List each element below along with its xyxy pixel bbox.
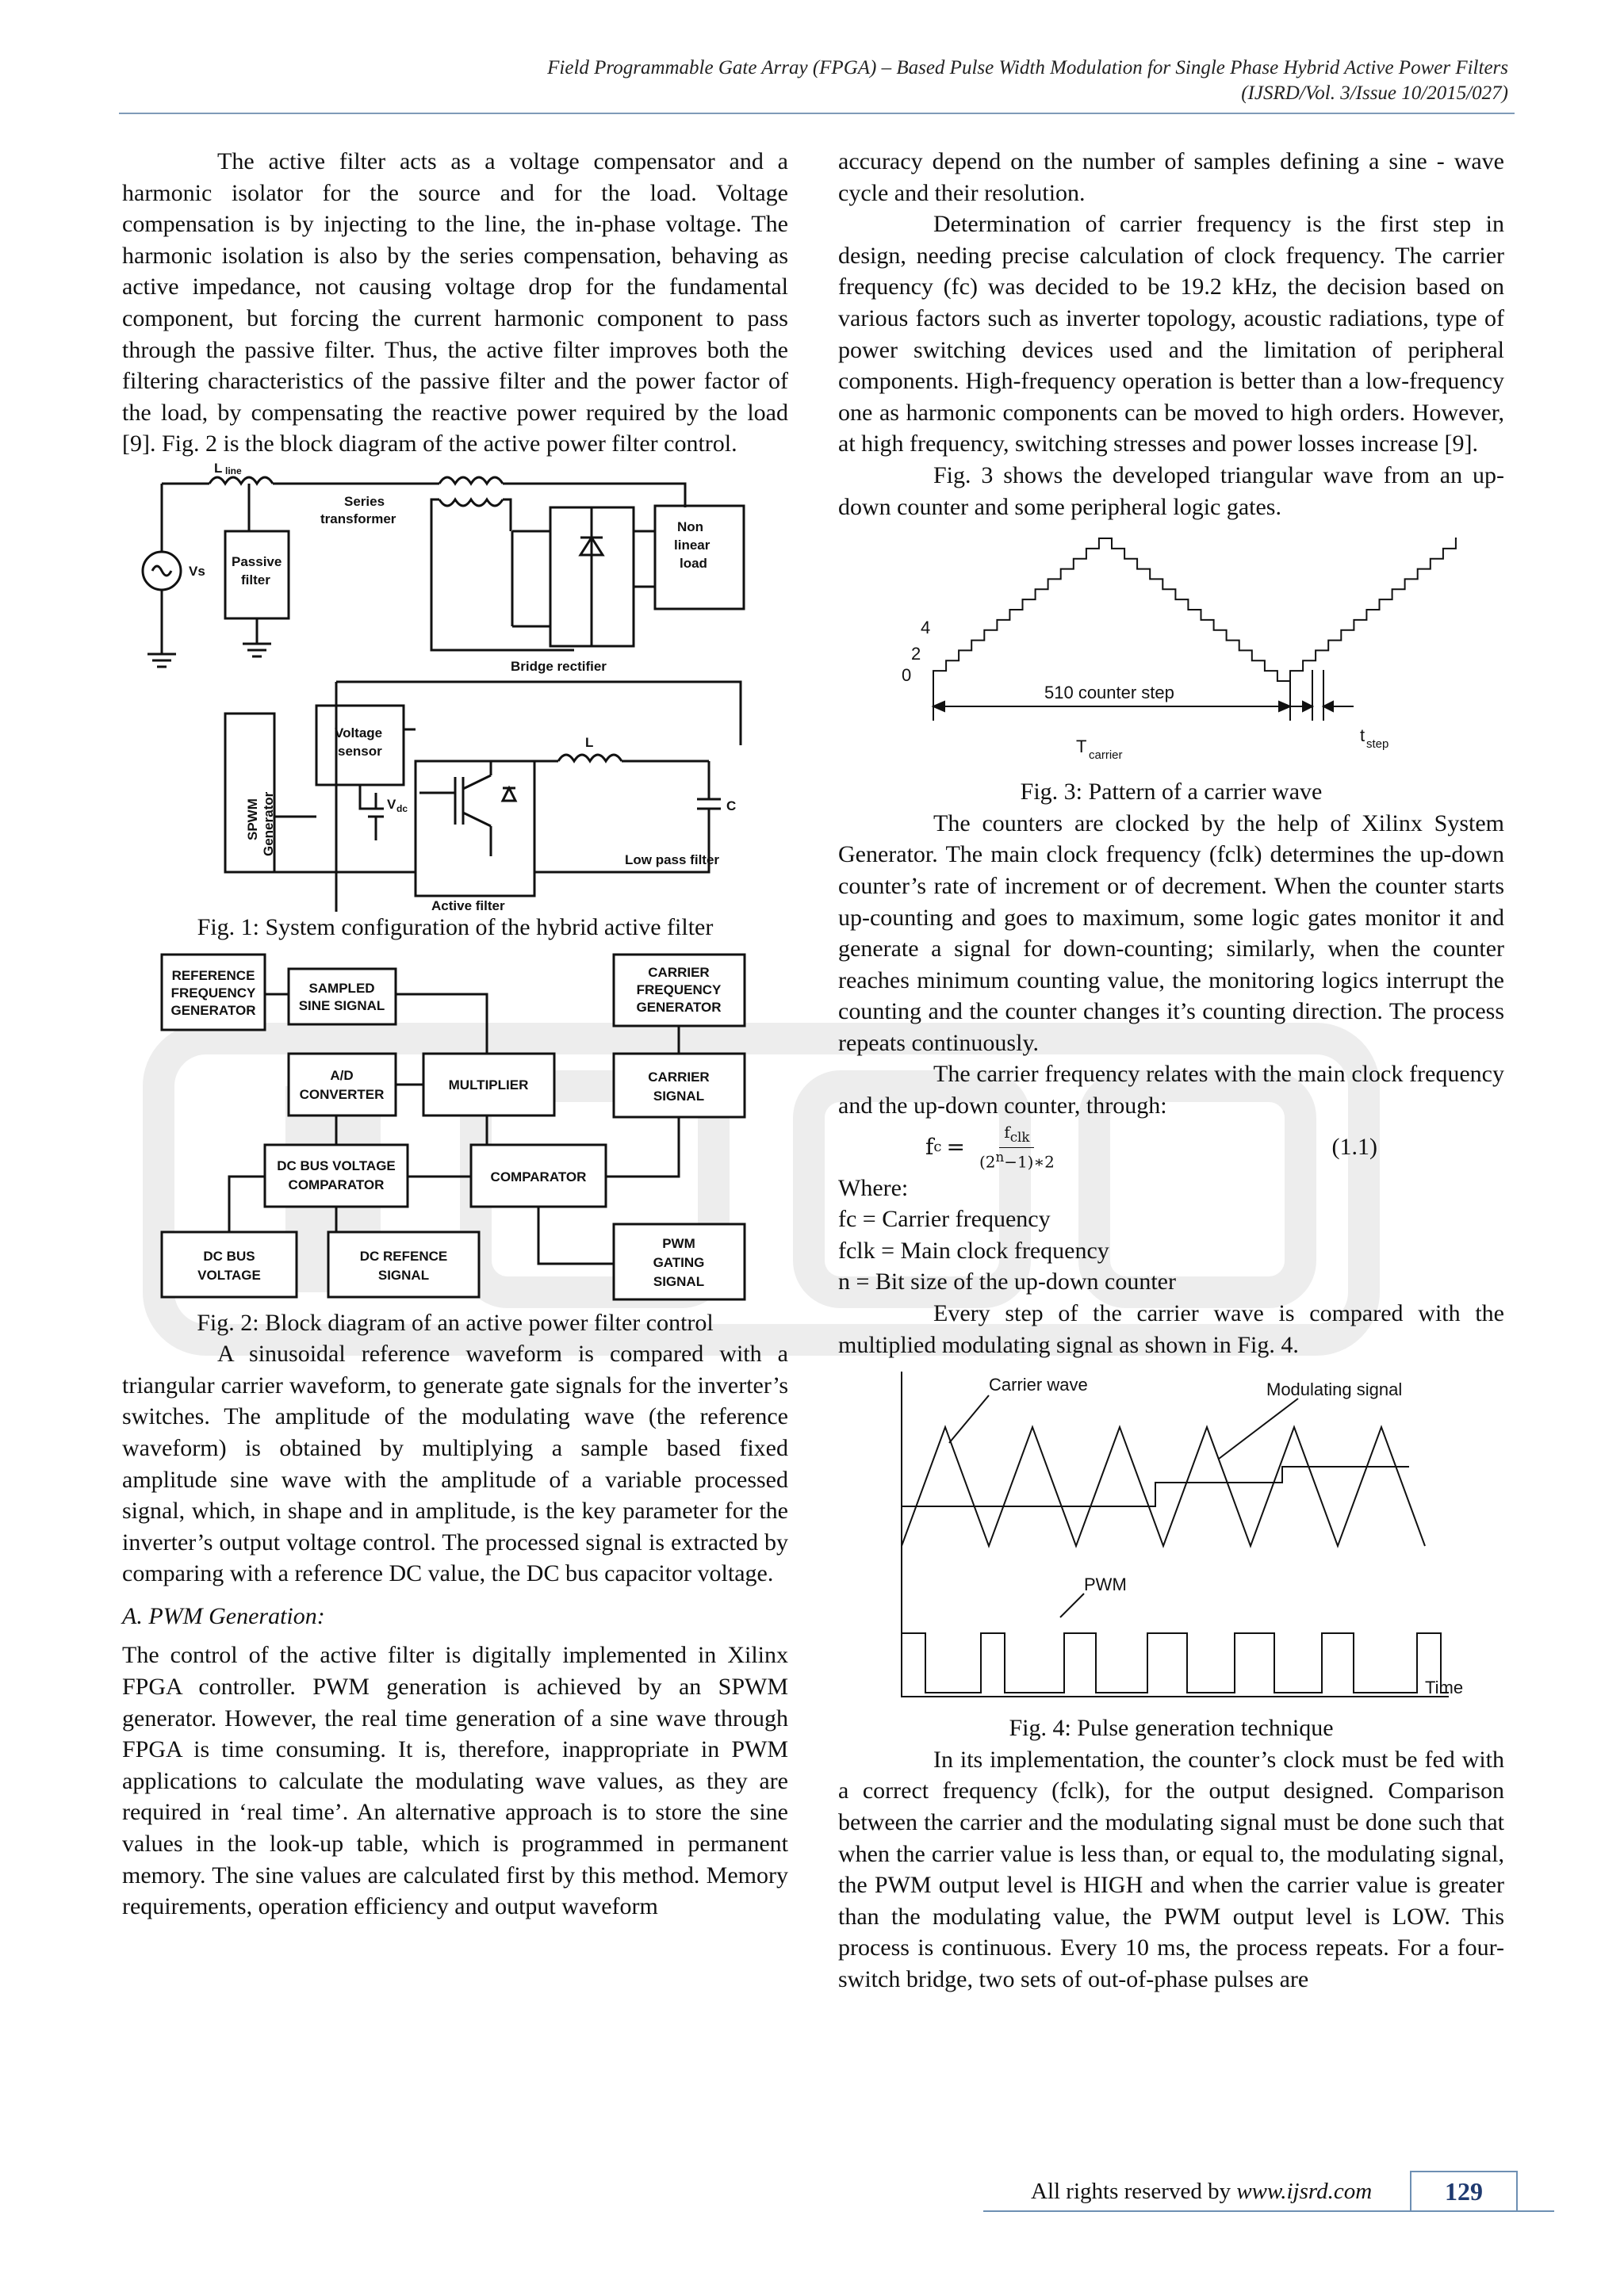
fig4-pwm-signal <box>902 1633 1449 1693</box>
fig2-dcref-1: DC REFENCE <box>359 1248 448 1264</box>
where-label: Where: <box>838 1174 909 1201</box>
fig1-label-inductor: L <box>585 734 594 750</box>
left-paragraph-1: The active filter acts as a voltage compensator and a harmonic isolator for the source and for the load. Voltage compensation is by injecting to the line, the in-phase voltage. The harmonic isolation is also by the series compensation, behaving as active impedance, not causing voltage drop for the fundamental component, but forcing the current harmonic component to pass through the passive filter. Thus, the active filter improves both the filtering characteristics of the passive filter and the power factor of the load, by compensating the reactive power required by the load [9]. Fig. 2 is the block diagram of the active power filter control. <box>122 148 788 457</box>
fig2-ad-2: CONVERTER <box>299 1086 385 1102</box>
fig2-ref-1: REFERENCE <box>171 967 255 983</box>
block-dc-reference-signal <box>328 1232 479 1297</box>
fig2-carrier-gen-3: GENERATOR <box>636 999 722 1015</box>
fig2-dcbus-comp-2: COMPARATOR <box>288 1177 385 1192</box>
fig3-staircase-wave <box>933 538 1457 681</box>
fig1-label-lline-sub: line <box>225 465 242 476</box>
block-dc-bus-voltage <box>162 1232 297 1297</box>
eq-lhs: f <box>925 1133 934 1160</box>
fig1-label-nonlinear-3: load <box>680 555 707 571</box>
fig1-label-vsensor-2: sensor <box>338 743 382 759</box>
fig1-label-spwm-2: Generator <box>261 791 276 856</box>
right-paragraph-3: Fig. 3 shows the developed triangular wave from an up-down counter and some peripheral logic gates. <box>838 461 1504 520</box>
header-title: Field Programmable Gate Array (FPGA) – Based Pulse Width Modulation for Single Phase Hybrid Active Power Filters <box>547 57 1508 78</box>
fig2-carrier-sig-1: CARRIER <box>648 1069 710 1085</box>
page-number: 129 <box>1410 2171 1518 2210</box>
fig1-label-vdc: V <box>387 796 396 812</box>
definition-n: n = Bit size of the up-down counter <box>838 1269 1176 1295</box>
footer-url-link[interactable]: www.ijsrd.com <box>1236 2179 1373 2204</box>
running-header <box>119 55 1508 106</box>
left-column <box>122 146 788 1923</box>
fig2-sampled-1: SAMPLED <box>308 980 375 996</box>
fig1-label-lline: L <box>214 460 223 476</box>
fig3-tcarrier: T <box>1076 737 1087 757</box>
fig1-label-series-2: transformer <box>320 511 396 526</box>
fig2-sampled-2: SINE SIGNAL <box>298 997 385 1013</box>
definition-fc: fc = Carrier frequency <box>838 1206 1051 1233</box>
eq-lhs-sub: c <box>933 1138 942 1155</box>
fig3-tick-2: 2 <box>911 644 921 664</box>
right-paragraph-6: Every step of the carrier wave is compared with the multiplied modulating signal as shown in Fig. 4. <box>838 1300 1504 1358</box>
definition-fclk: fclk = Main clock frequency <box>838 1237 1109 1264</box>
fig1-label-passive-2: filter <box>241 572 270 587</box>
right-paragraph-2: Determination of carrier frequency is the first step in design, needing precise calculation of clock frequency. The carrier frequency (fc) was decided to be 19.2 kHz, the decision based on various factors such as inverter topology, acoustic radiations, type of power switching devices used and the limitation of peripheral components. High-frequency operation is better than a low-frequency one as harmonic components can be moved to high orders. However, at high frequency, switching stresses and power losses increase [9]. <box>838 211 1504 457</box>
fig4-label-carrier: Carrier wave <box>989 1375 1088 1395</box>
left-paragraph-3: The control of the active filter is digitally implemented in Xilinx FPGA controller. PWM generation is achieved by an SPWM generator. However, the real time generation of a sine wave through FPGA is time consuming. It is, therefore, inappropriate in PWM applications to calculate the modulating wave values, as they are required in ‘real time’. An alternative approach is to store the sine values in the look-up table, which is programmed in permanent memory. The sine values are calculated first by this method. Memory requirements, operation efficiency and output waveform <box>122 1642 788 1920</box>
figure-1-system-configuration <box>138 460 772 912</box>
fig2-carrier-gen-2: FREQUENCY <box>636 982 722 997</box>
right-paragraph-1: accuracy depend on the number of samples defining a sine - wave cycle and their resolution. <box>838 148 1504 206</box>
fig3-tick-0: 0 <box>902 665 912 686</box>
eq-equals: = <box>946 1133 965 1160</box>
footer-rights <box>1031 2179 1372 2205</box>
fig2-ad-1: A/D <box>330 1067 354 1083</box>
block-sampled-sine-signal <box>289 969 396 1024</box>
eq-num-sub: clk <box>1009 1129 1030 1145</box>
figure-3-carrier-wave <box>886 522 1457 776</box>
footer-rights-text: All rights reserved by <box>1031 2179 1237 2204</box>
fig2-multiplier: MULTIPLIER <box>448 1077 529 1093</box>
fig2-ref-2: FREQUENCY <box>170 985 256 1001</box>
right-paragraph-7: In its implementation, the counter’s clock must be fed with a correct frequency (fclk), for the output designed. Comparison between the carrier and the modulating signal must be done such that when the carrier value is less than, or equal to, the modulating signal, the PWM output level is HIGH and when the carrier value is greater than the modulating value, the PWM output level is LOW. This process is continuous. Every 10 ms, the process repeats. For a four-switch bridge, two sets of out-of-phase pulses are <box>838 1746 1504 1992</box>
fig2-dcbus-1: DC BUS <box>203 1248 255 1264</box>
fig2-pwm-3: SIGNAL <box>653 1273 705 1289</box>
fig1-label-spwm-1: SPWM <box>245 798 260 840</box>
footer-rule <box>983 2210 1554 2212</box>
fig1-label-capacitor: C <box>726 798 737 813</box>
fig3-counter-step: 510 counter step <box>1044 683 1174 703</box>
fig2-carrier-gen-1: CARRIER <box>648 964 710 980</box>
fig1-label-series-1: Series <box>344 493 385 509</box>
right-paragraph-4: The counters are clocked by the help of Xilinx System Generator. The main clock frequency (fclk) determines the up-down counter’s rate of increment or of decrement. When the counter starts up-counting and goes to maximum, some logic gates monitor it and generate a signal for down-counting; similarly, when the counter reaches minimum counting value, the monitoring logics interrupt the counting and the counter changes it’s counting direction. The process repeats continuously. <box>838 809 1504 1056</box>
header-citation: (IJSRD/Vol. 3/Issue 10/2015/027) <box>1241 82 1508 104</box>
fig1-label-vdc-sub: dc <box>396 802 408 814</box>
right-column <box>838 146 1504 1996</box>
equation-1-1 <box>838 1122 1504 1173</box>
figure-3-caption: Fig. 3: Pattern of a carrier wave <box>1020 779 1323 806</box>
eq-den-sup: n <box>995 1149 1005 1165</box>
equation-number: (1.1) <box>1331 1133 1377 1160</box>
fig2-carrier-sig-2: SIGNAL <box>653 1088 705 1104</box>
fig3-tstep: t <box>1360 725 1365 746</box>
fig3-tcarrier-sub: carrier <box>1089 748 1123 763</box>
fig2-dcbus-2: VOLTAGE <box>197 1267 261 1283</box>
fig1-label-passive-1: Passive <box>232 553 282 569</box>
eq-num: f <box>1004 1122 1010 1142</box>
fig1-label-bridge: Bridge rectifier <box>511 658 607 674</box>
fig2-ref-3: GENERATOR <box>170 1002 256 1018</box>
figure-1-caption: Fig. 1: System configuration of the hybrid active filter <box>197 913 714 940</box>
block-carrier-signal <box>614 1054 745 1117</box>
section-heading-pwm-generation: A. PWM Generation: <box>122 1602 325 1629</box>
block-ad-converter <box>289 1054 396 1115</box>
fig3-tstep-sub: step <box>1366 737 1389 752</box>
figure-2-block-diagram <box>138 947 772 1307</box>
fig4-label-modulating: Modulating signal <box>1266 1380 1403 1400</box>
fig2-pwm-1: PWM <box>662 1235 695 1251</box>
fig1-label-nonlinear-2: linear <box>674 537 710 553</box>
fig4-label-pwm: PWM <box>1084 1575 1127 1595</box>
eq-fraction <box>979 1123 1055 1172</box>
header-rule <box>119 113 1515 114</box>
fig1-label-nonlinear-1: Non <box>677 519 704 534</box>
eq-den: (2 <box>979 1152 996 1172</box>
figure-2-caption: Fig. 2: Block diagram of an active power filter control <box>197 1309 714 1336</box>
right-paragraph-5: The carrier frequency relates with the main clock frequency and the up-down counter, through: <box>838 1061 1504 1119</box>
fig2-pwm-2: GATING <box>653 1254 705 1270</box>
fig1-label-vsensor-1: Voltage <box>335 725 383 740</box>
fig1-label-low-pass: Low pass filter <box>625 851 720 867</box>
fig2-dcref-2: SIGNAL <box>377 1267 430 1283</box>
fig3-tick-4: 4 <box>921 618 931 638</box>
fig2-comparator: COMPARATOR <box>490 1169 587 1184</box>
fig2-dcbus-comp-1: DC BUS VOLTAGE <box>277 1158 396 1173</box>
fig4-label-time: Time <box>1425 1678 1464 1698</box>
fig4-carrier-wave <box>902 1427 1425 1546</box>
figure-4-caption: Fig. 4: Pulse generation technique <box>1009 1715 1334 1742</box>
fig1-label-vs: Vs <box>189 563 205 579</box>
left-paragraph-2: A sinusoidal reference waveform is compared with a triangular carrier waveform, to generate gate signals for the inverter’s switches. The amplitude of the modulating wave (the reference waveform) is obtained by multiplying a sample based fixed amplitude sine wave with the amplitude of a variable processed signal, which, in shape and in amplitude, is the key parameter for the inverter’s output voltage control. The processed signal is extracted by comparing with a reference DC value, the DC bus capacitor voltage. <box>122 1341 788 1587</box>
block-dc-bus-voltage-comparator <box>265 1145 408 1207</box>
figure-4-pulse-generation <box>870 1364 1473 1712</box>
fig1-label-active-filter: Active filter <box>431 897 505 912</box>
eq-den-rest: −1)∗2 <box>1004 1152 1055 1172</box>
